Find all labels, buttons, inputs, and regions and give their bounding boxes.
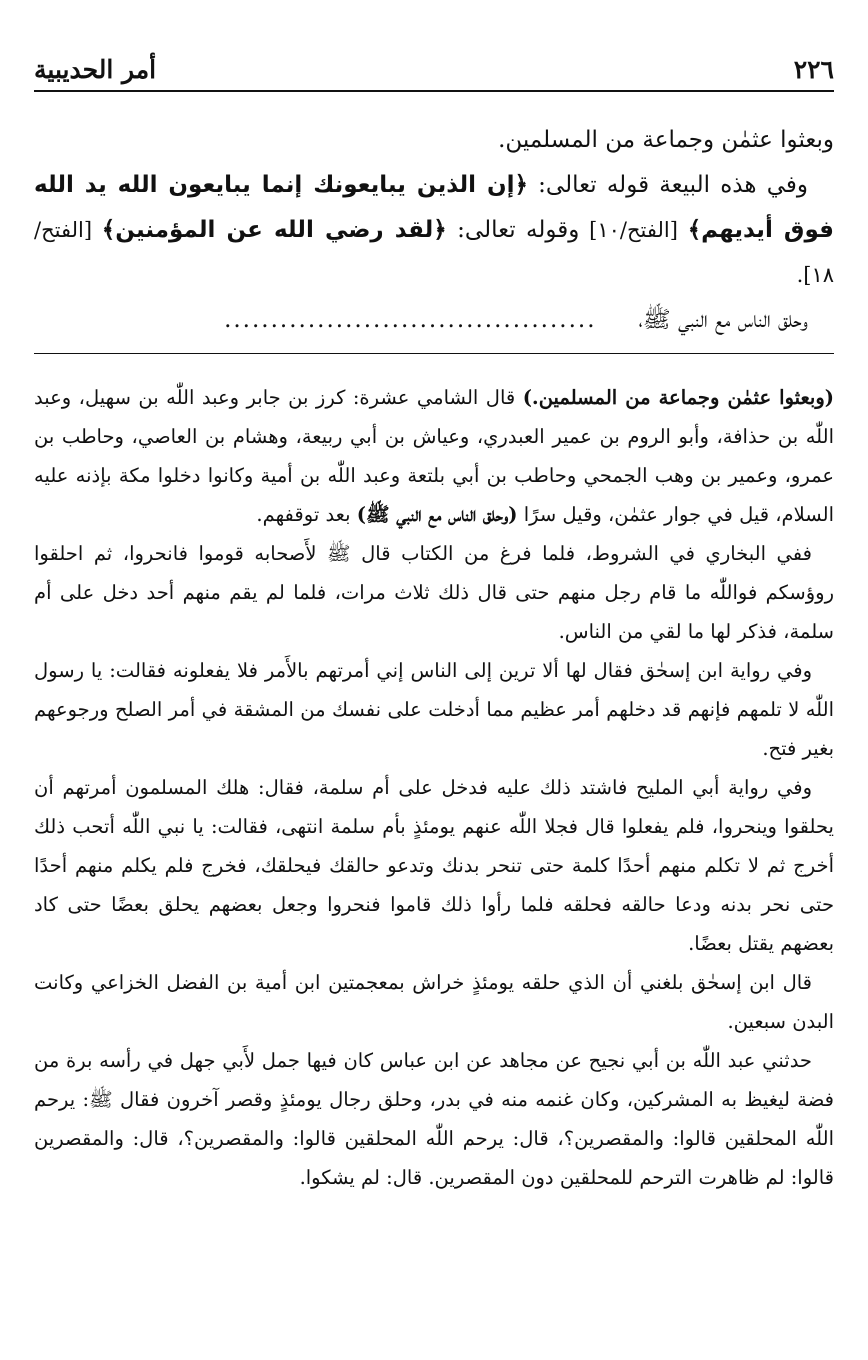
commentary-paragraph: وفي رواية أبي المليح فاشتد ذلك عليه فدخل على أم سلمة، فقال: هلك المسلمون أمرتهم أن يحلقوا وينحروا، فلم يفعلوا قال فجلا اللّٰه عنهم يومئذٍ بأم سلمة انتهى، فقالت: يا نبي اللّٰه أتحب ذلك أخرج ثم لا تكلم منهم أحدًا كلمة حتى تنحر بدنك وتدعو حالقك فيحلقك، فخرج فلم يكلم منهم أحدًا حتى نحر بدنه ودعا حالقه فحلقه فلما رأوا ذلك قاموا فنحروا وجعل بعضهم يحلق بعضًا حتى كاد بعضهم يقتل بعضًا. [34,776,834,955]
main-paragraph-verses: وفي هذه البيعة قوله تعالى: ﴿إن الذين يبايعونك إنما يبايعون الله يد الله فوق أيديهم﴾ [الفتح/١٠] وقوله تعالى: ﴿لقد رضي الله عن المؤمنين﴾ [الفتح/ ١٨]. [34,172,834,287]
footnote-separator [34,353,834,354]
commentary-paragraph: ففي البخاري في الشروط، فلما فرغ من الكتاب قال ﷺ لأَصحابه قوموا فانحروا، ثم احلقوا روؤسكم فواللّٰه ما قام رجل منهم حتى قال ذلك ثلاث مرات، فلما لم يقم منهم أحد دخل على أم سلمة، فذكر لها ما لقي من الناس. [34,542,834,643]
main-paragraph: وبعثوا عثمٰن وجماعة من المسلمين. [498,127,834,153]
commentary-paragraph: وفي رواية ابن إسحٰق فقال لها ألا ترين إلى الناس إني أمرتهم بالأَمر فلا يفعلونه فقالت: يا رسول اللّٰه لا تلمهم فإنهم قد دخلهم أمر عظيم مما أدخلت على نفسك من المشقة في أمر الصلح ورجوعهم بغير فتح. [34,659,834,760]
lemma: (وحلق الناس مع النبي ﷺ) [356,503,518,526]
ellipsis-dots: ........................................ [224,307,597,333]
commentary-paragraph: حدثني عبد اللّٰه بن أبي نجيح عن مجاهد عن ابن عباس كان فيها جمل لأَبي جهل في رأسه برة من فضة ليغيظ به المشركين، وكان غنمه منه في بدر، وحلق رجال يومئذٍ وقصر آخرون فقال ﷺ: يرحم اللّٰه المحلقين قالوا: والمقصرين؟، قال: يرحم اللّٰه المحلقين قالوا: والمقصرين؟، قال: والمقصرين قالوا: لم ظاهرت الترحم للمحلقين دون المقصرين. قال: لم يشكوا. [34,1049,834,1189]
verse-reference: [الفتح/ ١٨]. [34,218,834,287]
verse-reference: [الفتح/١٠] [579,218,688,242]
commentary [34,378,834,1197]
running-title: أمر الحديبية [34,55,157,84]
page-header [34,40,834,84]
main-text [34,118,834,343]
page-number: ٢٢٦ [793,55,834,84]
lemma: (وبعثوا عثمٰن وجماعة من المسلمين.) [522,386,834,409]
commentary-paragraph: قال ابن إسحٰق بلغني أن الذي حلقه يومئذٍ خراش بمعجمتين ابن أمية بن الفضل الخزاعي وكانت البدن سبعين. [34,971,834,1033]
quran-verse: ﴿إن الذين يبايعونك إنما يبايعون الله يد الله فوق أيديهم﴾ [34,172,834,243]
commentary-paragraph: (وبعثوا عثمٰن وجماعة من المسلمين.) قال الشامي عشرة: كرز بن جابر وعبد اللّٰه بن سهيل، وعبد اللّٰه بن حذافة، وأبو الروم بن عمير العبدري، وعياش بن أبي ربيعة، وهشام بن العاصي، وحاطب بن عمرو، وعمير بن وهب الجمحي وحاطب بن أبي بلتعة وعبد اللّٰه بن أمية وكانوا دخلوا مكة بإذنه عليه السلام، قيل في جوار عثمٰن، وقيل سرًا (وحلق الناس مع النبي ﷺ) بعد توقفهم. [34,386,834,526]
header-rule [34,90,834,92]
quran-verse: ﴿لقد رضي الله عن المؤمنين﴾ [101,217,447,243]
main-paragraph-ellipsis: وحلق الناس مع النبي ﷺ، ........................................ [34,298,834,343]
